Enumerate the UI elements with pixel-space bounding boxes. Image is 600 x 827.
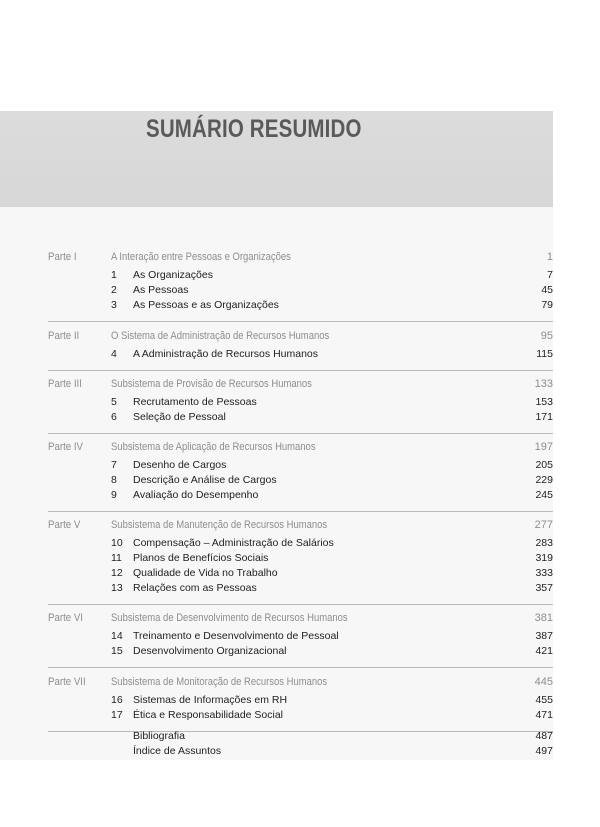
chapter-page-number: 471 [535, 709, 553, 721]
chapter-page-number: 229 [535, 474, 553, 486]
chapter-title: As Organizações [133, 269, 213, 281]
part-title: Subsistema de Manutenção de Recursos Humanos [111, 519, 328, 531]
chapter-entry[interactable] [0, 489, 553, 504]
part-title: A Interação entre Pessoas e Organizações [111, 251, 291, 263]
part-page-number: 445 [534, 676, 553, 688]
back-matter-title: Índice de Assuntos [133, 745, 222, 757]
section-divider [48, 370, 553, 371]
chapter-page-number: 387 [535, 630, 553, 642]
chapter-number: 6 [111, 411, 117, 423]
chapter-page-number: 245 [535, 489, 553, 501]
chapter-number: 15 [111, 645, 123, 657]
chapter-page-number: 357 [535, 582, 553, 594]
chapter-entry[interactable] [0, 284, 553, 299]
chapter-page-number: 153 [535, 396, 553, 408]
chapter-title: Descrição e Análise de Cargos [133, 474, 277, 486]
back-matter-entry[interactable] [0, 745, 553, 760]
chapter-number: 11 [111, 552, 122, 564]
chapter-title: Seleção de Pessoal [133, 411, 226, 423]
chapter-number: 1 [111, 269, 117, 281]
part-heading[interactable] [0, 612, 553, 628]
chapter-entry[interactable] [0, 630, 553, 645]
chapter-entry[interactable] [0, 694, 553, 709]
chapter-number: 13 [111, 582, 123, 594]
part-label: Parte V [48, 519, 81, 531]
chapter-page-number: 45 [541, 284, 553, 296]
chapter-title: Avaliação do Desempenho [133, 489, 259, 501]
part-heading[interactable] [0, 676, 553, 692]
chapter-title: As Pessoas e as Organizações [133, 299, 279, 311]
part-title: Subsistema de Aplicação de Recursos Humanos [111, 441, 316, 453]
chapter-title: As Pessoas [133, 284, 189, 296]
part-label: Parte III [48, 378, 82, 390]
chapter-title: Qualidade de Vida no Trabalho [133, 567, 278, 579]
chapter-number: 3 [111, 299, 117, 311]
chapter-entry[interactable] [0, 348, 553, 363]
chapter-entry[interactable] [0, 645, 553, 660]
chapter-entry[interactable] [0, 552, 553, 567]
chapter-number: 17 [111, 709, 123, 721]
part-title: Subsistema de Provisão de Recursos Humanos [111, 378, 312, 390]
back-matter-title: Bibliografia [133, 730, 185, 742]
part-label: Parte IV [48, 441, 83, 453]
chapter-page-number: 283 [535, 537, 553, 549]
part-label: Parte VII [48, 676, 86, 688]
chapter-number: 9 [111, 489, 117, 501]
chapter-number: 4 [111, 348, 117, 360]
chapter-entry[interactable] [0, 709, 553, 724]
chapter-page-number: 421 [535, 645, 553, 657]
chapter-entry[interactable] [0, 537, 553, 552]
part-page-number: 197 [534, 441, 553, 453]
chapter-number: 12 [111, 567, 123, 579]
part-page-number: 95 [540, 330, 553, 342]
chapter-title: Desenvolvimento Organizacional [133, 645, 287, 657]
chapter-number: 8 [111, 474, 117, 486]
chapter-title: Ética e Responsabilidade Social [133, 709, 284, 721]
part-label: Parte VI [48, 612, 83, 624]
chapter-title: Recrutamento de Pessoas [133, 396, 257, 408]
chapter-title: Compensação – Administração de Salários [133, 537, 334, 549]
part-heading[interactable] [0, 330, 553, 346]
chapter-entry[interactable] [0, 567, 553, 582]
section-divider [48, 511, 553, 512]
chapter-title: Sistemas de Informações em RH [133, 694, 288, 706]
part-heading[interactable] [0, 519, 553, 535]
back-matter-page-number: 497 [535, 745, 553, 757]
part-heading[interactable] [0, 441, 553, 457]
page [0, 111, 553, 760]
chapter-page-number: 115 [536, 348, 553, 360]
part-heading[interactable] [0, 378, 553, 394]
chapter-page-number: 79 [541, 299, 553, 311]
chapter-entry[interactable] [0, 299, 553, 314]
chapter-number: 5 [111, 396, 117, 408]
part-label: Parte I [48, 251, 77, 263]
chapter-number: 14 [111, 630, 123, 642]
part-label: Parte II [48, 330, 80, 342]
chapter-page-number: 7 [547, 269, 553, 281]
section-divider [48, 667, 553, 668]
chapter-entry[interactable] [0, 459, 553, 474]
part-heading[interactable] [0, 251, 553, 267]
part-page-number: 381 [534, 612, 553, 624]
part-title: Subsistema de Desenvolvimento de Recursos Humanos [111, 612, 348, 624]
chapter-entry[interactable] [0, 582, 553, 597]
chapter-number: 10 [111, 537, 123, 549]
header-band [0, 111, 553, 207]
section-divider [48, 321, 553, 322]
chapter-page-number: 205 [535, 459, 553, 471]
chapter-entry[interactable] [0, 474, 553, 489]
chapter-title: Desenho de Cargos [133, 459, 227, 471]
section-divider [48, 604, 553, 605]
chapter-entry[interactable] [0, 269, 553, 284]
chapter-number: 7 [111, 459, 117, 471]
section-divider [48, 433, 553, 434]
chapter-entry[interactable] [0, 396, 553, 411]
back-matter-entry[interactable] [0, 730, 553, 745]
chapter-title: Treinamento e Desenvolvimento de Pessoal [133, 630, 339, 642]
chapter-page-number: 319 [535, 552, 553, 564]
chapter-title: A Administração de Recursos Humanos [133, 348, 319, 360]
chapter-number: 2 [111, 284, 117, 296]
chapter-title: Relações com as Pessoas [133, 582, 257, 594]
part-page-number: 277 [534, 519, 553, 531]
back-matter-page-number: 487 [535, 730, 553, 742]
part-page-number: 133 [534, 378, 553, 390]
chapter-number: 16 [111, 694, 123, 706]
chapter-page-number: 333 [535, 567, 553, 579]
chapter-page-number: 455 [535, 694, 553, 706]
part-title: O Sistema de Administração de Recursos Humanos [111, 330, 330, 342]
part-title: Subsistema de Monitoração de Recursos Humanos [111, 676, 328, 688]
chapter-page-number: 171 [535, 411, 553, 423]
page-title: SUMÁRIO RESUMIDO [146, 115, 362, 143]
chapter-title: Planos de Benefícios Sociais [133, 552, 269, 564]
chapter-entry[interactable] [0, 411, 553, 426]
part-page-number: 1 [546, 251, 553, 263]
